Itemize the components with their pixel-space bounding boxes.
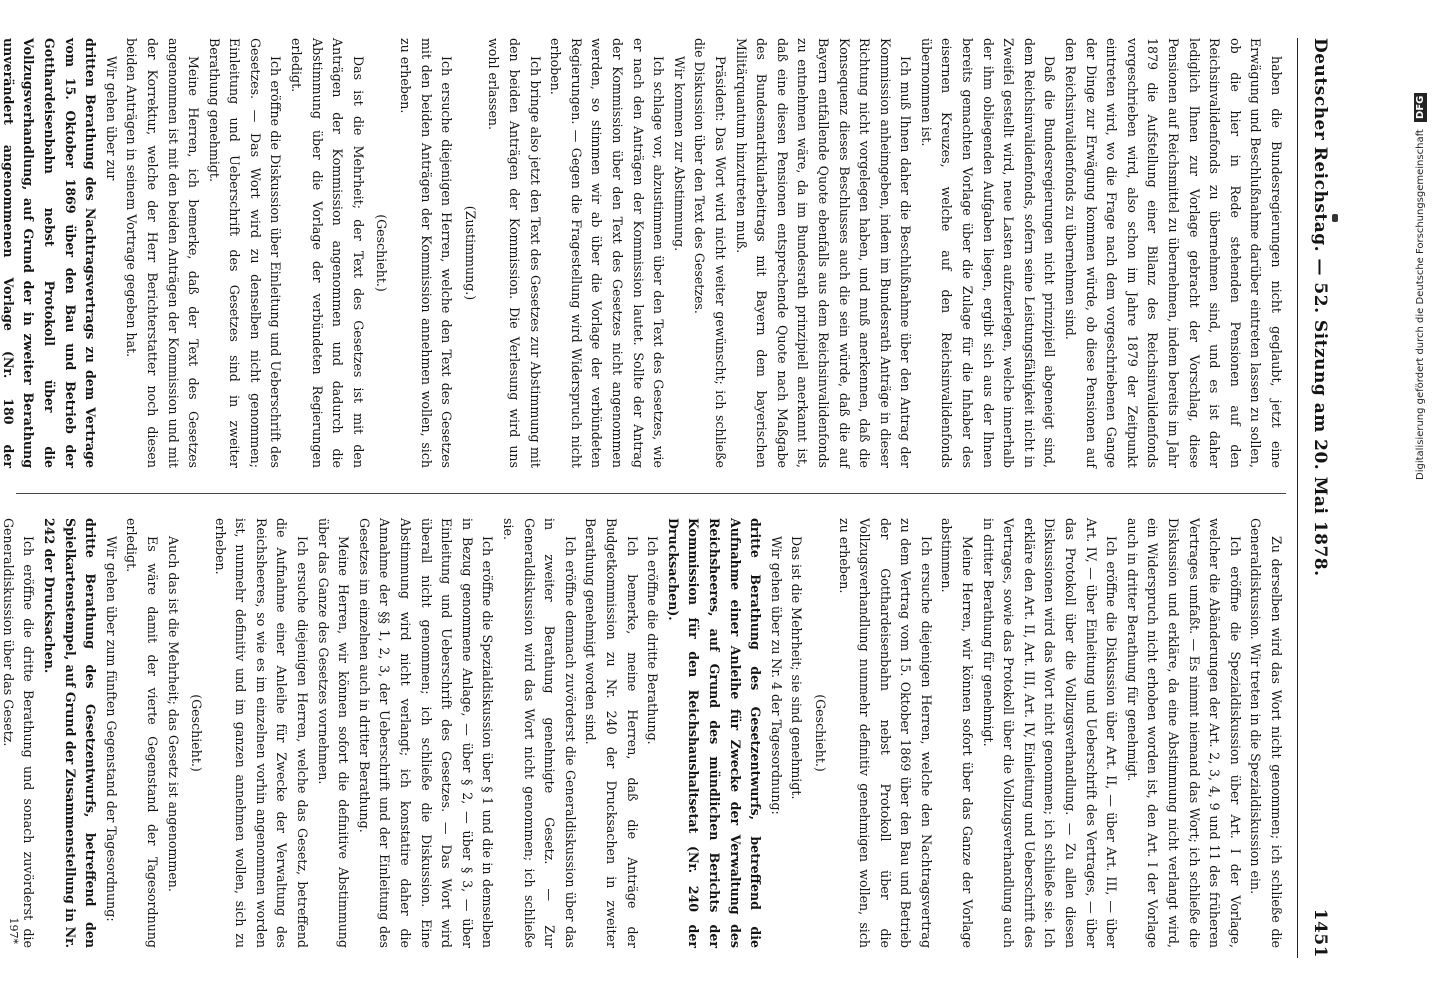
- paragraph: Zu derselben wird das Wort nicht genommen; ich schließe die Generaldiskussion. Wir treten in die Spezialdiskussion ein.: [1248, 518, 1284, 948]
- paragraph: Präsident: Das Wort wird nicht weiter gewünscht; ich schließe die Diskussion über den Text des Gesetzes.: [692, 38, 728, 468]
- column-rule: [16, 493, 1286, 494]
- stage-direction: (Geschieht.): [812, 694, 828, 772]
- agenda-item: dritten Berathung des Nachtragsvertrags zu dem Vertrage vom 15. Oktober 1869 über den Bau und Betrieb der Gotthardeisenbahn nebst Protokoll über die Vollzugsverhandlung, auf Grund der in zweiter Berathung unverändert angenommenen Vorlage (Nr. 180 der: [0, 38, 99, 468]
- paragraph: Meine Herren, wir können sofort die definitive Abstimmung über das Ganze des Gesetzes vornehmen.: [315, 518, 352, 948]
- running-head: [1298, 38, 1338, 958]
- paragraph: Ich ersuche diejenigen Herren, welche den Nachtragsvertrag zu dem Vertrag vom 15. Oktober 1869 über den Bau und Betrieb der Gotthardeisenbahn nebst Protokoll über die Vollzugsverhandlung nunmehr definitiv genehmigen wollen, sich zu erheben.: [836, 518, 934, 948]
- paragraph: Ich bringe also jetzt den Text des Gesetzes zur Abstimmung mit den beiden Anträgen der Kommission. Die Verlesung wird uns wohl erlassen.: [486, 38, 543, 468]
- paragraph: Daß die Bundesregierungen nicht prinzipiell abgeneigt sind, dem Reichsinvalidenfonds, sofern seine Leistungsfähigkeit nicht in Zweifel gestellt wird, neue Lasten aufzuerlegen, welche innerhalb der ihm obliegenden Aufgaben liegen, ergibt sich aus der Ihnen bereits gemachten Vorlage über die Zulage für die Inhaber des eisernen Kreuzes, welche auf den Reichsinvalidenfonds übernommen ist.: [918, 38, 1058, 468]
- left-column: [0, 38, 1286, 468]
- paragraph: Wir gehen über zum fünften Gegenstand der Tagesordnung:: [103, 536, 119, 922]
- paragraph: Meine Herren, wir können sofort über das Ganze der Vorlage abstimmen.: [939, 518, 976, 948]
- paragraph: Ich ersuche diejenigen Herren, welche das Gesetz, betreffend die Aufnahme einer Anleihe für Zwecke der Verwaltung des Reichsheeres, so wie es im einzelnen vorhin angenommen worden ist, nunmehr definitiv und im ganzen annehmen wollen, sich zu erheben.: [212, 518, 311, 948]
- paragraph: Ich eröffne die Diskussion über Art. II, — über Art. III, — über Art. IV, — über Einleitung und Ueberschrift des Vertrages, — über das Protokoll über die Vollzugsverhandlung. — Zu allen diesen Diskussionen wird das Wort nicht genommen; ich schließe sie. Ich erkläre den Art. II, Art. III, Art. IV, Einleitung und Ueberschrift des Vertrages, sowie das Protokoll über die Vollzugsverhandlung auch in dritter Berathung für genehmigt.: [980, 518, 1120, 948]
- paragraph: Wir kommen zur Abstimmung.: [671, 56, 687, 252]
- paragraph: Ich eröffne die Spezialdiskussion über Art. I der Vorlage, welcher die Abänderungen der Art. 2, 3, 4, 9 und 11 des früheren Vertrages umfaßt. — Es nimmt niemand das Wort; ich schließe die Diskussion und erkläre, da eine Abstimmung nicht verlangt wird, ein Widerspruch nicht erhoben worden ist, den Art. I der Vorlage auch in dritter Berathung für genehmigt.: [1124, 518, 1243, 948]
- page-signature: 197*: [7, 917, 20, 944]
- paragraph: Das ist die Mehrheit; sie sind genehmigt.: [789, 536, 805, 800]
- paragraph: Ich eröffne die dritte Berathung und sonach zuvörderst die Generaldiskussion über das Gesetz.: [0, 518, 37, 948]
- paragraph: Wir gehen über zur: [103, 56, 119, 181]
- paragraph: Ich bemerke, meine Herren, daß die Anträge der Budgetkommission zu Nr. 240 der Drucksachen in zweiter Berathung genehmigt worden sind.: [583, 518, 640, 948]
- stage-direction: (Zustimmung.): [462, 205, 478, 301]
- paragraph: Das ist die Mehrheit; der Text des Gesetzes ist mit den Anträgen der Kommission angenommen und dadurch die Abstimmung über die Vorlage der verbündeten Regierungen erledigt.: [289, 38, 366, 468]
- paragraph: Ich eröffne demnach zuvörderst die Generaldiskussion über das in zweiter Berathung genehmigte Gesetz. — Zur Generaldiskussion wird das Wort nicht genommen; ich schließe sie.: [501, 518, 578, 948]
- paragraph: Auch das ist die Mehrheit; das Gesetz ist angenommen.: [165, 536, 181, 892]
- paragraph: Es wäre damit der vierte Gegenstand der Tagesordnung erledigt.: [124, 518, 160, 948]
- header-title: Deutscher Reichstag. — 52. Sitzung am 20. Mai 1878.: [1310, 38, 1330, 577]
- dfg-logo: DFG: [1414, 93, 1427, 122]
- paragraph: Ich schlage vor, abzustimmen über den Text des Gesetzes, wie er nach den Anträgen der Kommission lautet. Sollte der Antrag der Kommission über den Text des Gesetzes nicht angenommen werden, so stimmen wir ab über die Vorlage der verbündeten Regierungen. — Gegen die Fragestellung wird Widerspruch nicht erhoben.: [548, 38, 667, 468]
- paragraph: Wir gehen über zu Nr. 4 der Tagesordnung:: [768, 536, 784, 815]
- agenda-item: dritte Berathung des Gesetzentwurfs, betreffend die Aufnahme einer Anleihe für Zwecke der Verwaltung des Reichsheeres, auf Grund des mündlichen Berichts der Kommission für den Reichshaushaltsetat (Nr. 240 der Drucksachen).: [665, 518, 764, 948]
- agenda-item: dritte Berathung des Gesetzentwurfs, betreffend den Spielkartenstempel, auf Grund der Zusammenstellung in Nr. 242 der Drucksachen.: [41, 518, 99, 948]
- footer-text: Digitalisierung gefördert durch die Deutsche Forschungsgemeinschaft: [1415, 129, 1426, 480]
- paragraph: Ich eröffne die Diskussion über Einleitung und Ueberschrift des Gesetzes. — Das Wort wird zu denselben nicht genommen; Einleitung und Ueberschrift des Gesetzes sind in zweiter Berathung genehmigt.: [206, 38, 284, 468]
- page-number: 1451: [1310, 908, 1330, 958]
- paragraph: Ich muß Ihnen daher die Beschlußnahme über den Antrag der Kommission anheimgeben, indem im Bundesrath Anträge in dieser Richtung nicht vorgelegen haben, und muß anerkennen, daß die Konsequenz dieses Beschlusses auch die sein würde, daß die auf Bayern entfallende Quote ebenfalls aus dem Reichsinvalidenfonds zu entnehmen wäre, da im Bundesrath prinzipiell anerkannt ist, daß eine diesen Pensionen entsprechende Quote nach Maßgabe des Bundesmatrikularbeitrags mit Bayern dem bayerischen Militärquantum hinzutreten muß.: [733, 38, 914, 468]
- paragraph: Ich eröffne die Spezialdiskussion über § 1 und die in demselben in Bezug genommene Anlage, — über § 2, — über § 3, — über Einleitung und Ueberschrift des Gesetzes. — Das Wort wird überall nicht genommen; ich schließe die Diskussion. Eine Abstimmung wird nicht verlangt; ich konstatire daher die Annahme der §§ 1, 2, 3, der Ueberschrift und der Einleitung des Gesetzes im einzelnen auch in dritter Berathung.: [356, 518, 496, 948]
- paragraph: Ich eröffne die dritte Berathung.: [645, 536, 661, 745]
- scanned-page: [0, 18, 1338, 978]
- stage-direction: (Geschieht.): [189, 694, 205, 772]
- paragraph: Meine Herren, ich bemerke, daß der Text des Gesetzes angenommen ist mit den beiden Anträgen der Kommission und mit der Korrektur, welche der Herr Berichterstatter noch diesen beiden Anträgen in seinem Vortrage gegeben hat.: [124, 38, 202, 468]
- paragraph: haben die Bundesregierungen nicht geglaubt, jetzt eine Erwägung und Beschlußnahme darüber eintreten lassen zu sollen, ob die hier in Rede stehenden Pensionen auf den Reichsinvalidenfonds zu übernehmen sind, und es ist daher lediglich Ihnen zur Vorlage gebracht der Vorschlag, diese Pensionen auf Reichsmittel zu übernehmen, indem bereits im Jahr 1879 die Aufstellung einer Bilanz des Reichsinvalidenfonds vorgeschrieben wird, also schon im Jahre 1879 der Zeitpunkt eintreten wird, wo die Frage nach dem vorgeschriebenen Gange der Dinge zur Erwägung kommen würde, ob diese Pensionen auf den Reichsinvalidenfonds zu übernehmen sind.: [1063, 38, 1284, 468]
- paragraph: Ich ersuche diejenigen Herren, welche den Text des Gesetzes mit den beiden Anträgen der Kommission annehmen wollen, sich zu erheben.: [398, 38, 455, 468]
- header-rule: [1297, 38, 1298, 958]
- digitization-footer: [1414, 93, 1427, 480]
- stage-direction: (Geschieht.): [374, 214, 390, 292]
